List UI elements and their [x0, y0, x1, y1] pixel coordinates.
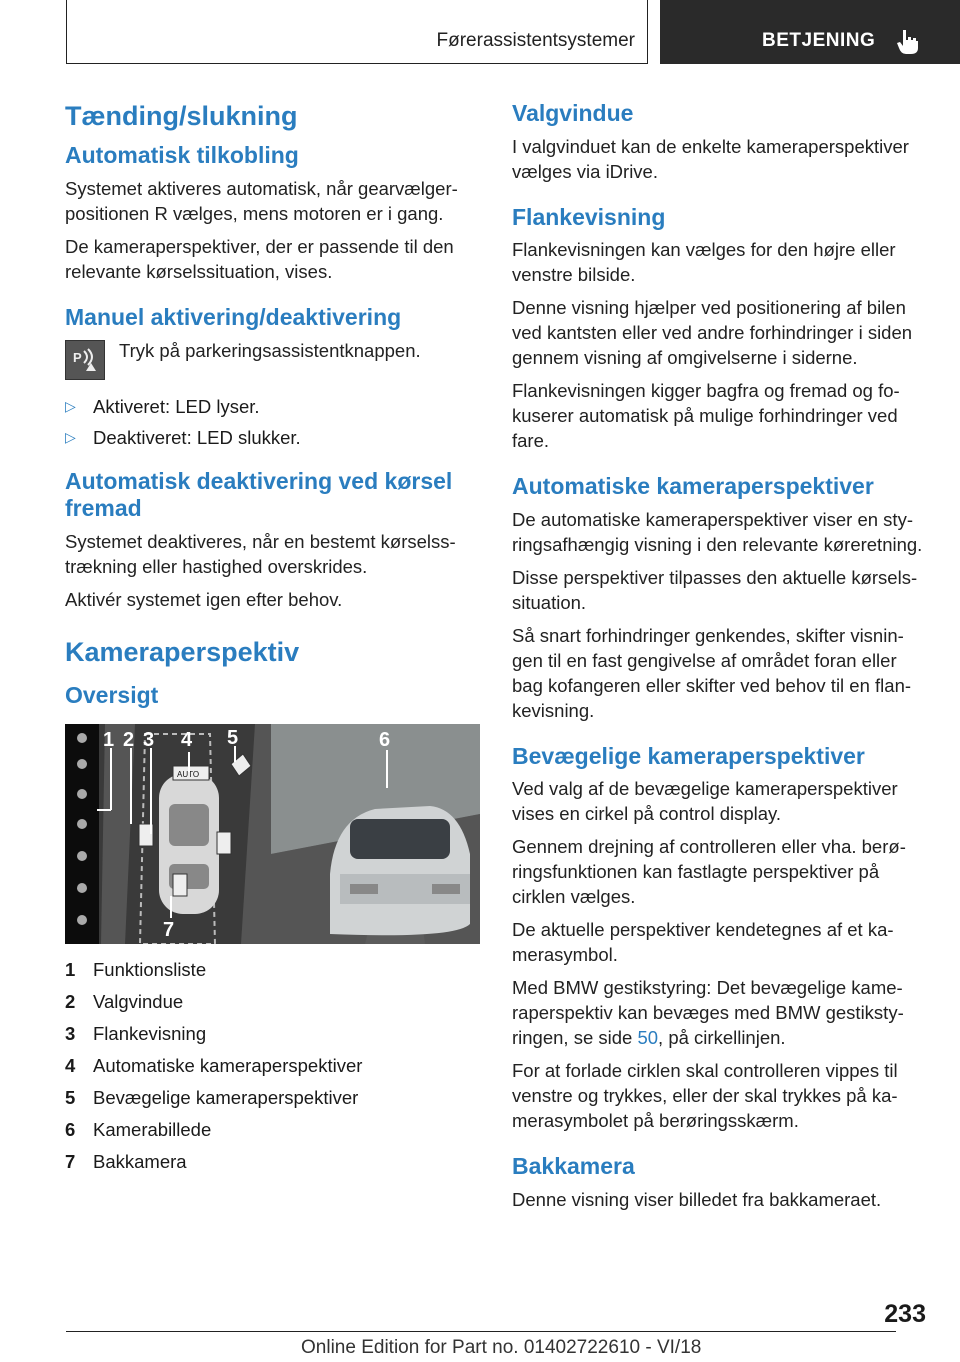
heading-bakkamera: Bakkamera: [512, 1153, 635, 1180]
heading-flankevisning: Flankevisning: [512, 203, 666, 230]
para-bevaeg-1: Ved valg af de bevægelige kameraperspektiver vises en cirkel på control display.: [512, 778, 898, 825]
para-bevaeg-3: De aktuelle perspektiver kendetegnes af et kamerasymbol.: [512, 919, 894, 966]
heading-oversigt: Oversigt: [65, 682, 159, 709]
heading-taending: Tænding/slukning: [65, 101, 298, 131]
para-autodeakt-1: Systemet deaktiveres, når en bestemt kørselsstrækning eller hastighed overskrides.: [65, 530, 456, 577]
para-auto-2: De kameraperspektiver, der er passende til den relevante kørselssituation, vises.: [65, 235, 454, 282]
legend-item: 5 Bevægelige kameraperspektiver: [65, 1086, 359, 1108]
legend-item: 4 Automatiske kameraperspektiver: [65, 1054, 363, 1076]
para-auto-1: Systemet aktiveres automatisk, når gearvælgerpositionen R vælges, mens motoren er i gang.: [65, 177, 458, 224]
triangle-bullet-icon: ▷: [65, 397, 76, 414]
bullet-item: ▷ Deaktiveret: LED slukker.: [65, 426, 301, 448]
svg-text:P: P: [73, 349, 82, 365]
hand-pointer-icon: [895, 28, 921, 56]
heading-automatisk-tilkobling: Automatisk tilkobling: [65, 142, 299, 169]
legend-item: 7 Bakkamera: [65, 1150, 187, 1172]
section-title: Førerassistentsystemer: [436, 30, 635, 51]
para-autokam-3: Så snart forhindringer genkendes, skifter visningen til en fast gengivelse af området foran eller bag kofangeren eller skifter ved behov til en flankevisning.: [512, 624, 912, 721]
footer-divider: [66, 1331, 896, 1332]
page-link-50[interactable]: 50: [637, 1027, 659, 1049]
heading-auto-kamera: Automatiske kameraperspektiver: [512, 473, 874, 500]
heading-auto-deaktivering: Automatisk deaktivering ved kørsel fremad: [65, 467, 453, 522]
camera-overview-figure: [65, 724, 480, 944]
figure-label-2: 2: [123, 728, 135, 751]
heading-manuel: Manuel aktivering/deaktivering: [65, 303, 402, 330]
para-autokam-2: Disse perspektiver tilpasses den aktuelle kørselssituation.: [512, 566, 918, 613]
legend-item: 6 Kamerabillede: [65, 1118, 212, 1140]
triangle-bullet-icon: ▷: [65, 428, 76, 445]
figure-label-3: 3: [143, 728, 155, 751]
para-autokam-1: De automatiske kameraperspektiver viser en styringsafhængig visning i den relevante køreretning.: [512, 508, 923, 555]
heading-valgvindue: Valgvindue: [512, 100, 634, 126]
para-bak: Denne visning viser billedet fra bakkameraet.: [512, 1188, 882, 1210]
para-bevaeg-2: Gennem drejning af controlleren eller vha. berøringsfunktionen kan fastlagte perspektiver på cirklen vælges.: [512, 836, 906, 908]
figure-label-4: 4: [181, 728, 193, 751]
page-number: 233: [884, 1300, 926, 1328]
para-autodeakt-2: Aktivér systemet igen efter behov.: [65, 588, 343, 610]
chapter-title: BETJENING: [762, 30, 876, 51]
para-valg: I valgvinduet kan de enkelte kameraperspektiver vælges via iDrive.: [512, 135, 909, 182]
para-flanke-2: Denne visning hjælper ved positionering af bilen ved kantsten eller ved andre forhindringer i siden gennem visning af omgivelserne i siderne.: [512, 297, 913, 369]
heading-kameraperspektiv: Kameraperspektiv: [65, 636, 300, 667]
heading-bevaegelige: Bevægelige kameraperspektiver: [512, 742, 865, 769]
parking-assistant-button-icon: [65, 340, 105, 380]
para-flanke-1: Flankevisningen kan vælges for den højre eller venstre bilside.: [512, 239, 896, 286]
para-bevaeg-5: For at forlade cirklen skal controlleren vippes til venstre og trykkes, eller der skal trykkes på kamerasymbolet på berøringsskærm.: [512, 1060, 898, 1132]
figure-label-5: 5: [227, 726, 239, 749]
footer-edition: Online Edition for Part no. 01402722610 - VI/18: [301, 1337, 702, 1358]
para-manuel: Tryk på parkeringsassistentknappen.: [119, 339, 421, 361]
para-bevaeg-4: Med BMW gestikstyring: Det bevægelige kameraperspektiv kan bevæges med BMW gestikstyringen, se side 50, på cirkellinjen.: [512, 977, 904, 1049]
bullet-item: ▷ Aktiveret: LED lyser.: [65, 395, 260, 417]
section-tab: [66, 0, 648, 64]
figure-label-7: 7: [163, 918, 175, 941]
legend-item: 2 Valgvindue: [65, 990, 184, 1012]
figure-label-1: 1: [103, 728, 115, 751]
legend-item: 1 Funktionsliste: [65, 958, 207, 980]
para-flanke-3: Flankevisningen kigger bagfra og fremad og fokuserer automatisk på mulige forhindringer ved fare.: [512, 380, 900, 452]
figure-label-6: 6: [379, 728, 391, 751]
button-instruction: [65, 338, 480, 380]
page-header: [0, 0, 960, 66]
auto-label: AUTO: [177, 769, 200, 779]
legend-item: 3 Flankevisning: [65, 1022, 207, 1044]
left-column: [65, 100, 480, 1178]
right-column: [512, 100, 928, 1220]
